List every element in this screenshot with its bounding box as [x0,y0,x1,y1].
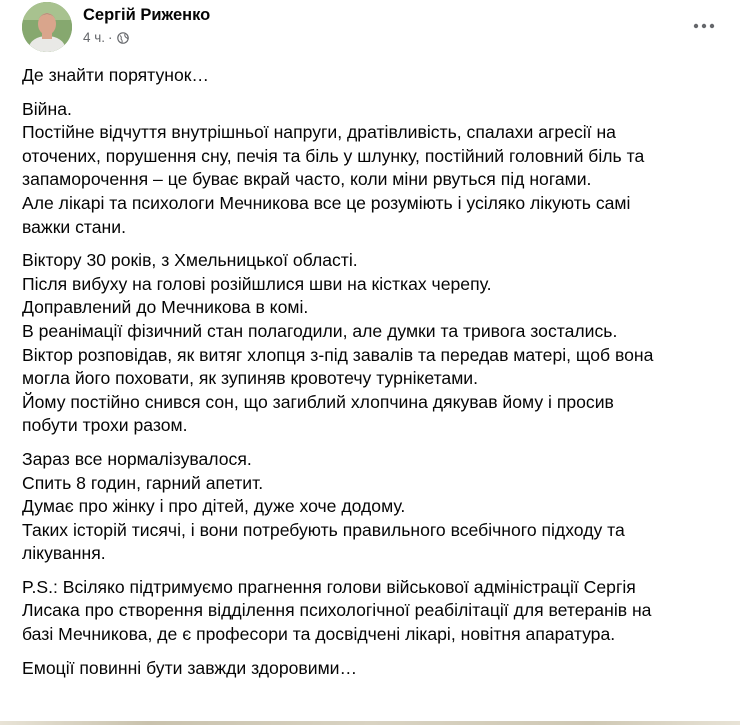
post-text-line: Лисака про створення відділення психологічної реабілітації для ветеранів на [22,600,652,621]
more-options-icon [693,23,715,29]
meta-separator: · [108,30,113,45]
post-paragraph [22,448,722,566]
post-text-line: В реанімації фізичний стан полагодили, але думки та тривога зостались. [22,320,618,341]
globe-icon[interactable] [117,32,129,44]
post-paragraph [22,249,722,438]
post-text-line: важки стани. [22,216,126,237]
post-text-line: базі Мечникова, де є професори та досвідчені лікарі, новітня апаратура. [22,624,616,645]
post-meta [83,30,129,45]
more-options-button[interactable] [686,8,722,44]
post-text [22,64,722,690]
attached-image-edge [0,721,740,725]
post-text-line: Спить 8 годин, гарний апетит. [22,472,264,493]
post-text-line: P.S.: Всіляко підтримуємо прагнення голови військової адміністрації Сергія [22,576,636,597]
post-text-line: побути трохи разом. [22,415,188,436]
post-text-line: Думає про жінку і про дітей, дуже хоче додому. [22,496,406,517]
post-text-line: Таких історій тисячі, і вони потребують правильного всебічного підходу та [22,519,625,540]
post-text-line: могла його поховати, як зупиняв кровотечу турнікетами. [22,368,479,389]
post-paragraph [22,576,722,647]
post-text-line: запаморочення – це буває вкрай часто, коли міни рвуться під ногами. [22,169,592,190]
post-text-line: Емоції повинні бути завжди здоровими… [22,657,358,678]
post-header [22,2,722,52]
post-time[interactable]: 4 ч. [83,30,106,45]
author-avatar[interactable] [22,2,72,52]
post-text-line: Віктору 30 років, з Хмельницької області. [22,250,358,271]
post-text-line: Йому постійно снився сон, що загиблий хлопчина дякував йому і просив [22,391,614,412]
post-text-line: Війна. [22,98,72,119]
post-text-line: Постійне відчуття внутрішньої напруги, дратівливість, спалахи агресії на [22,122,616,143]
post-text-line: Доправлений до Мечникова в комі. [22,297,309,318]
avatar-image [22,2,72,52]
post-text-line: Віктор розповідав, як витяг хлопця з-під завалів та передав матері, щоб вона [22,344,654,365]
author-name[interactable]: Сергій Риженко [83,6,211,24]
post-text-line: Але лікарі та психологи Мечникова все це розуміють і усіляко лікують самі [22,192,631,213]
post-text-line: Зараз все нормалізувалося. [22,448,252,469]
post-text-line: оточених, порушення сну, печія та біль у шлунку, постійний головний біль та [22,145,645,166]
post-paragraph [22,98,722,240]
post-text-line: Де знайти порятунок… [22,65,210,85]
post-paragraph [22,657,722,681]
post-text-line: лікування. [22,543,106,564]
post-paragraph [22,64,722,88]
post-text-line: Після вибуху на голові розійшлися шви на кістках черепу. [22,273,492,294]
